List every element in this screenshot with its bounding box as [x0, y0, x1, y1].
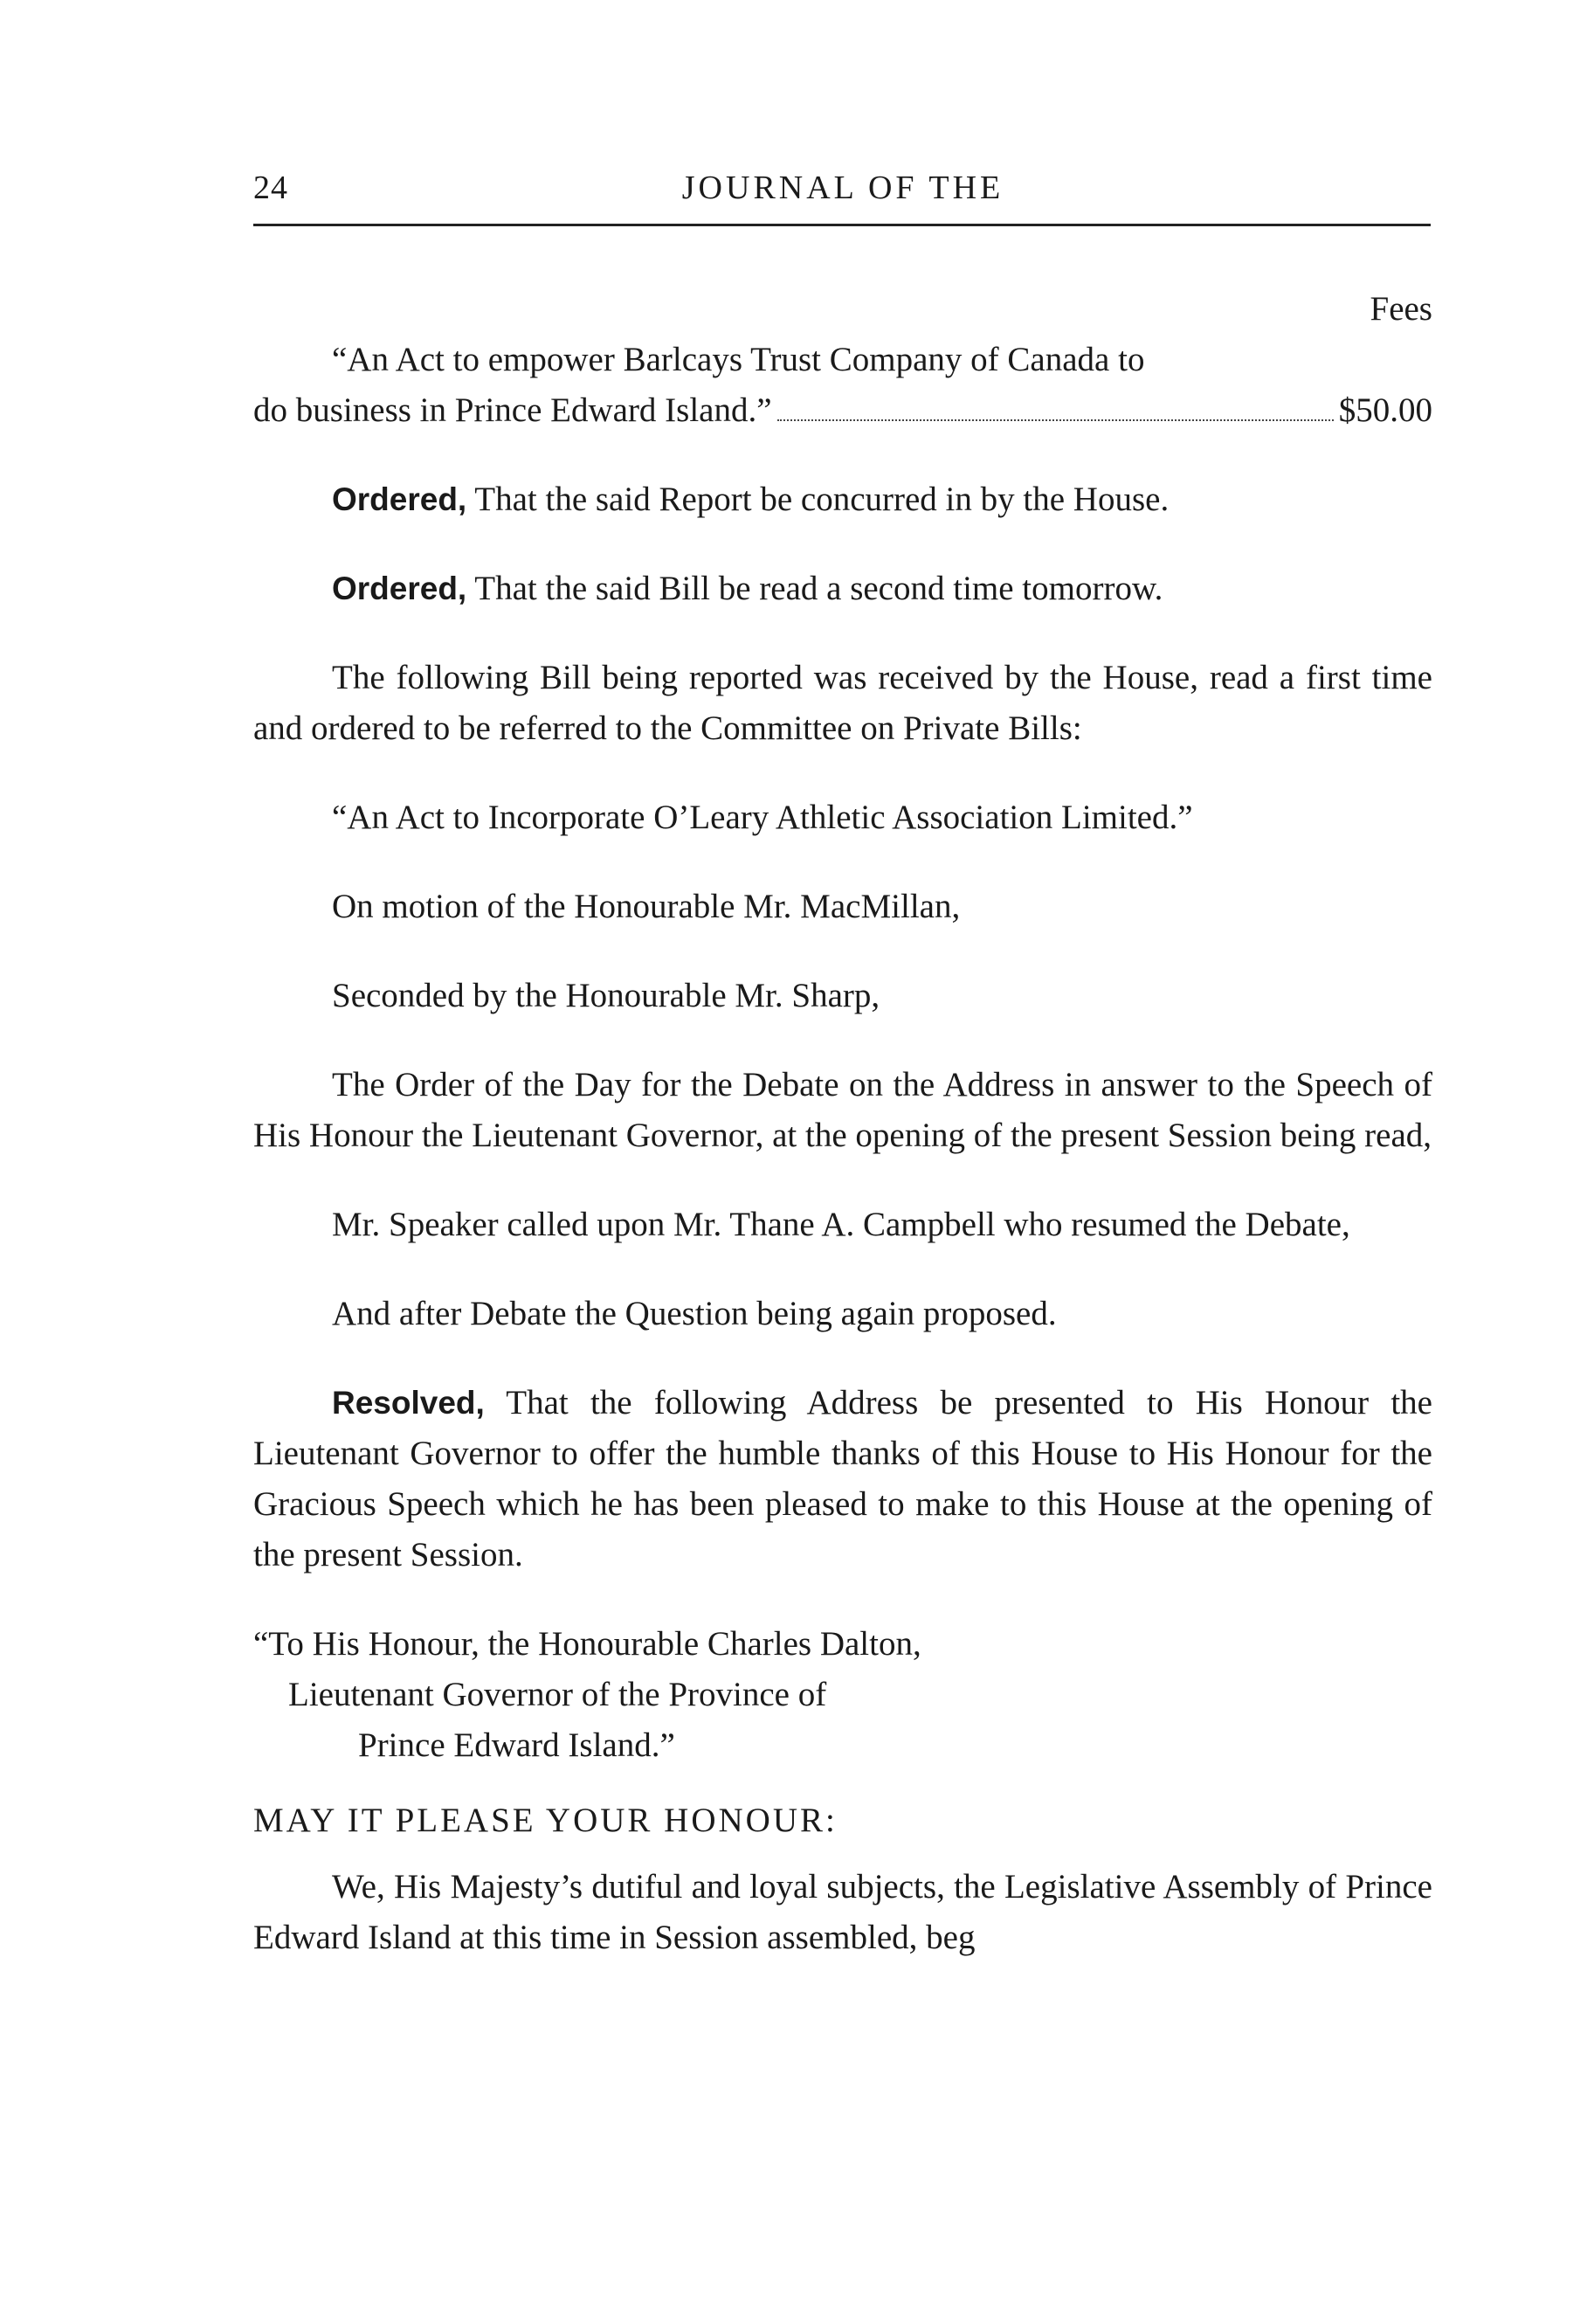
bill-title-line-1: “An Act to empower Barlcays Trust Company of Canada to — [332, 341, 1145, 378]
ordered-lead: Ordered, — [332, 571, 467, 606]
bill-title-oleary: “An Act to Incorporate O’Leary Athletic Association Limited.” — [332, 799, 1193, 836]
fees-column-label: Fees — [1370, 290, 1432, 328]
resolved-text: That the following Address be presented to His Honour the Lieutenant Governor to offer the humble thanks of this House to His Honour for the Gracious Speech which he has been pleased to make to this House at the opening of the present Session. — [253, 1384, 1432, 1574]
page-header — [253, 162, 1432, 223]
closing-paragraph: We, His Majesty’s dutiful and loyal subjects, the Legislative Assembly of Prince Edward Island at this time in Session assembled, beg — [253, 1868, 1432, 1956]
page-number: 24 — [253, 169, 288, 206]
seconded-paragraph: Seconded by the Honourable Mr. Sharp, — [332, 977, 880, 1014]
ordered-lead: Ordered, — [332, 481, 467, 517]
ordered-bill-paragraph — [253, 564, 1432, 614]
running-head: JOURNAL OF THE — [681, 169, 1004, 206]
bill-title-line-2 — [253, 385, 1432, 436]
resolved-paragraph — [253, 1378, 1432, 1580]
ordered-report-paragraph — [253, 474, 1432, 525]
resolved-lead: Resolved, — [332, 1385, 485, 1421]
ordered-report-text: That the said Report be concurred in by the House. — [466, 481, 1170, 518]
motion-paragraph: On motion of the Honourable Mr. MacMillan, — [332, 888, 961, 925]
address-line-1: “To His Honour, the Honourable Charles Dalton, — [253, 1625, 921, 1663]
address-line-3: Prince Edward Island.” — [358, 1726, 675, 1764]
bill-fee: $50.00 — [1338, 391, 1432, 429]
ordered-bill-text: That the said Bill be read a second time tomorrow. — [466, 570, 1163, 607]
speaker-called-paragraph: Mr. Speaker called upon Mr. Thane A. Campbell who resumed the Debate, — [332, 1206, 1350, 1243]
page-body — [253, 284, 1432, 1963]
header-rule — [253, 224, 1431, 226]
after-debate-paragraph: And after Debate the Question being again proposed. — [332, 1295, 1057, 1332]
address-heading-block — [253, 1619, 1432, 1771]
bill-title-continuation: do business in Prince Edward Island.” — [253, 391, 772, 429]
address-line-2: Lieutenant Governor of the Province of — [288, 1676, 827, 1713]
salutation: MAY IT PLEASE YOUR HONOUR: — [253, 1802, 838, 1839]
dot-leader — [777, 419, 1334, 421]
following-bill-paragraph: The following Bill being reported was received by the House, read a first time and ordered to be referred to the Committee on Private Bills: — [253, 659, 1432, 747]
order-of-day-paragraph: The Order of the Day for the Debate on the Address in answer to the Speech of His Honour the Lieutenant Governor, at the opening of the present Session being read, — [253, 1066, 1432, 1154]
